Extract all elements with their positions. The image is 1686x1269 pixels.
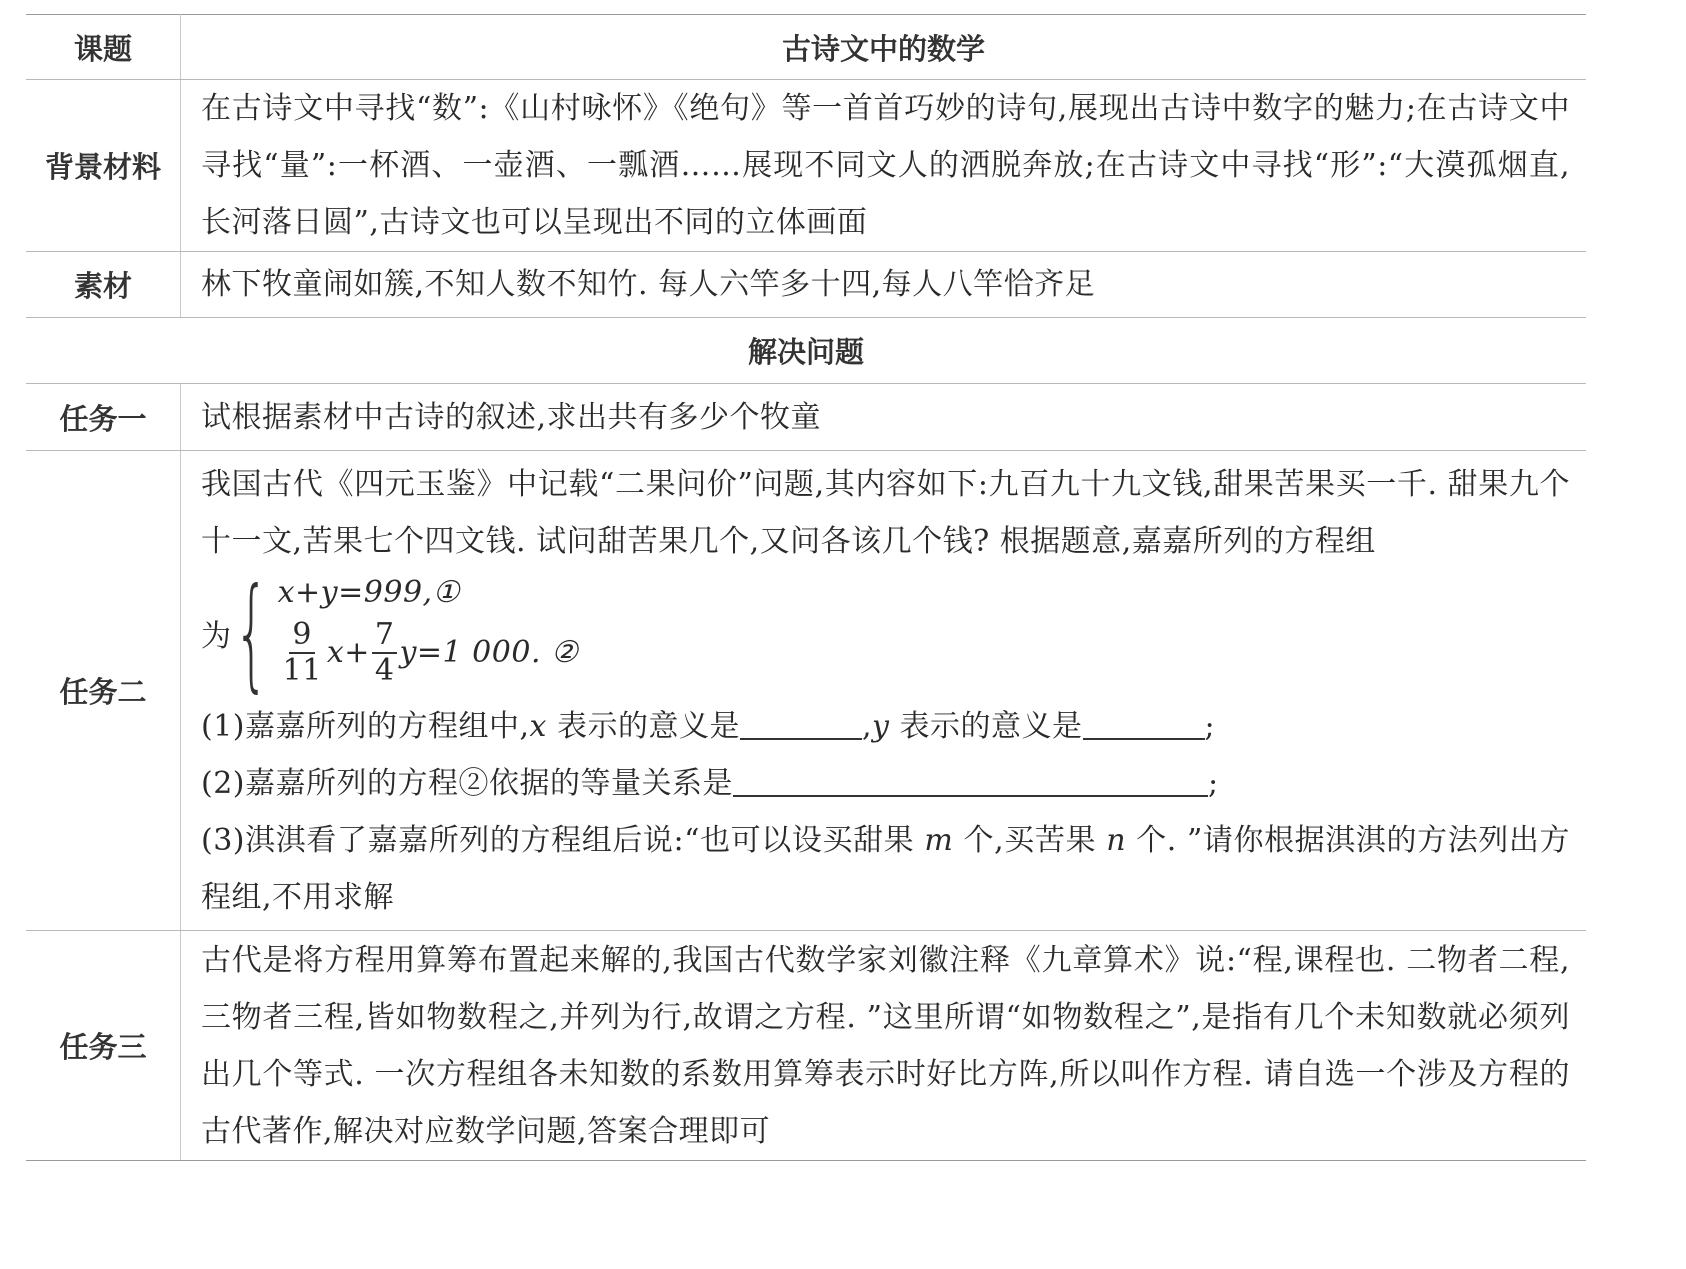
question-3-text: 个,买苦果 [953,822,1107,858]
fraction-numerator: 7 [372,618,398,654]
solve-heading: 解决问题 [26,318,1586,384]
question-2-text: ; [1208,765,1219,801]
fraction-7-4 [372,618,398,688]
topic-title: 古诗文中的数学 [181,15,1587,80]
system-lead: 为 [201,618,232,654]
row-task1 [26,384,1586,451]
material-text: 林下牧童闹如簇,不知人数不知竹. 每人六竿多十四,每人八竿恰齐足 [201,267,1096,302]
row-topic [26,15,1586,80]
task1-label: 任务一 [26,384,181,451]
question-1-text: (1)嘉嘉所列的方程组中, [201,708,530,744]
question-2-text: (2)嘉嘉所列的方程②依据的等量关系是 [201,765,733,801]
var-y: y [872,708,890,744]
question-3-text: (3)淇淇看了嘉嘉所列的方程组后说:“也可以设买甜果 [201,822,925,858]
equation-2-tail: y=1 000. ② [399,635,579,670]
task3-label: 任务三 [26,931,181,1161]
task2-content [181,451,1587,931]
task1-text: 试根据素材中古诗的叙述,求出共有多少个牧童 [201,399,822,435]
worksheet [26,14,1586,1161]
task2-intro: 我国古代《四元玉鉴》中记载“二果问价”问题,其内容如下:九百九十九文钱,甜果苦果买一千. 甜果九个十一文,苦果七个四文钱. 试问甜苦果几个,又问各该几个钱? 根据题意,嘉嘉所列的方程组 [201,466,1570,559]
answer-blank-y[interactable] [1083,708,1205,740]
row-solve-heading [26,318,1586,384]
fraction-denominator: 4 [374,652,395,688]
question-1-text: ; [1204,708,1216,744]
question-1-text: , [862,708,873,744]
question-1-text: 表示的意义是 [889,708,1083,744]
fraction-9-11 [280,618,325,688]
row-background [26,80,1586,252]
row-material [26,252,1586,318]
question-1-text: 表示的意义是 [546,708,740,744]
question-3 [201,812,1570,926]
equation-1: x+y=999,① [277,574,460,610]
row-task2 [26,451,1586,931]
var-x: x [529,708,547,744]
background-text: 在古诗文中寻找“数”:《山村咏怀》《绝句》等一首首巧妙的诗句,展现出古诗中数字的魅力;在古诗文中寻找“量”:一杯酒、一壶酒、一瓢酒……展现不同文人的洒脱奔放;在古诗文中寻找“形”:“大漠孤烟直,长河落日圆”,古诗文也可以呈现出不同的立体画面 [201,91,1570,240]
question-2 [201,755,1570,812]
fraction-denominator: 11 [282,652,322,688]
var-n: n [1106,822,1127,858]
row-task3 [26,931,1586,1161]
question-3-text: 个. ”请你根据淇淇的方法列出方程组,不用求解 [201,822,1570,915]
answer-blank-x[interactable] [740,708,862,740]
answer-blank-relation[interactable] [733,765,1208,797]
var-m: m [924,822,954,858]
equation-2-x: x+ [326,635,370,670]
material-label: 素材 [26,252,181,318]
background-label: 背景材料 [26,80,181,252]
equation-2 [278,613,579,693]
task3-text: 古代是将方程用算筹布置起来解的,我国古代数学家刘徽注释《九章算术》说:“程,课程也. 二物者二程,三物者三程,皆如物数程之,并列为行,故谓之方程. ”这里所谓“如物数程之”,是指有几个未知数就必须列出几个等式. 一次方程组各未知数的系数用算筹表示时好比方阵,所以叫作方程. 请自选一个涉及方程的古代著作,解决对应数学问题,答案合理即可 [201,942,1570,1149]
equation-system [201,561,1570,704]
topic-label: 课题 [26,15,181,80]
brace-icon: { [233,561,269,704]
worksheet-table [26,14,1586,1161]
fraction-numerator: 9 [289,618,315,654]
task2-label: 任务二 [26,451,181,931]
question-1 [201,698,1570,755]
